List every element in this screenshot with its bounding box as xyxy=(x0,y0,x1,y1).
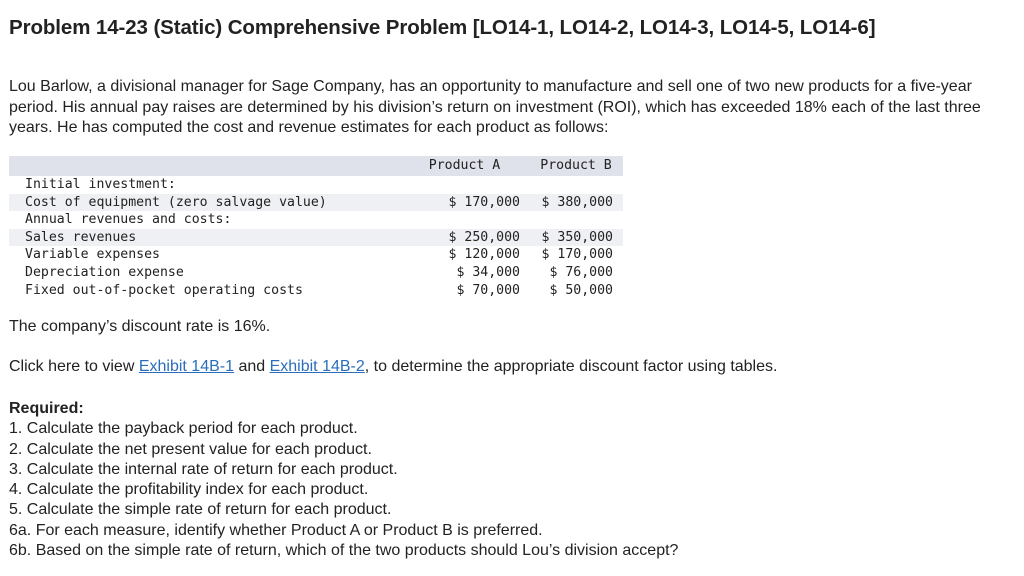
exhibit-suffix: , to determine the appropriate discount factor using tables. xyxy=(364,358,778,375)
row-value-b xyxy=(529,211,623,229)
table-row xyxy=(9,194,623,212)
required-item: 4. Calculate the profitability index for each product. xyxy=(9,481,369,499)
table-row xyxy=(9,176,623,194)
exhibit-links-line xyxy=(9,358,777,376)
problem-title: Problem 14-23 (Static) Comprehensive Problem [LO14-1, LO14-2, LO14-3, LO14-5, LO14-6] xyxy=(9,16,876,39)
intro-paragraph: Lou Barlow, a divisional manager for Sage Company, has an opportunity to manufacture and sell one of two new products for a five-year period. His annual pay raises are determined by his division’s return on investment (ROI), which has exceeded 18% each of the last three years. He has computed the cost and revenue estimates for each product as follows: xyxy=(9,78,981,136)
row-label: Cost of equipment (zero salvage value) xyxy=(9,194,400,212)
required-heading: Required: xyxy=(9,400,84,417)
row-value-b: $ 50,000 xyxy=(549,282,613,298)
row-label: Annual revenues and costs: xyxy=(25,212,232,228)
header-product-b: Product B xyxy=(529,156,623,176)
required-item: 3. Calculate the internal rate of return for each product. xyxy=(9,460,398,478)
exhibit-middle: and xyxy=(234,358,270,375)
header-label xyxy=(9,156,400,176)
row-value-b: $ 380,000 xyxy=(529,194,623,212)
required-item: 6b. Based on the simple rate of return, which of the two products should Lou’s division accept? xyxy=(9,542,679,560)
required-section xyxy=(9,399,678,561)
row-value-b: $ 76,000 xyxy=(549,264,613,280)
exhibit-14b-1-link[interactable]: Exhibit 14B-1 xyxy=(138,358,234,375)
table-row xyxy=(9,282,623,300)
required-item: 1. Calculate the payback period for each product. xyxy=(9,420,358,438)
cost-revenue-table xyxy=(9,156,623,299)
row-label: Variable expenses xyxy=(25,247,160,263)
required-list xyxy=(9,419,678,561)
row-label: Initial investment: xyxy=(25,177,176,192)
table-header-row xyxy=(9,156,623,176)
row-value-a: $ 250,000 xyxy=(400,229,529,247)
row-value-a: $ 34,000 xyxy=(456,264,520,280)
table-row xyxy=(9,229,623,247)
row-value-a: $ 170,000 xyxy=(400,194,529,212)
exhibit-prefix: Click here to view xyxy=(9,358,139,375)
row-label: Depreciation expense xyxy=(25,264,184,280)
header-product-a: Product A xyxy=(400,156,529,176)
table-row xyxy=(9,246,623,264)
required-item: 2. Calculate the net present value for each product. xyxy=(9,440,372,458)
required-item: 6a. For each measure, identify whether Product A or Product B is preferred. xyxy=(9,521,543,539)
problem-intro xyxy=(9,77,1021,139)
row-label: Fixed out-of-pocket operating costs xyxy=(25,282,303,298)
exhibit-14b-2-link[interactable]: Exhibit 14B-2 xyxy=(269,358,365,375)
table-row xyxy=(9,211,623,229)
row-value-b: $ 350,000 xyxy=(529,229,623,247)
discount-rate-text: The company’s discount rate is 16%. xyxy=(9,318,271,335)
row-value-b xyxy=(529,176,623,194)
row-value-a xyxy=(400,211,529,229)
row-value-a xyxy=(400,176,529,194)
required-item: 5. Calculate the simple rate of return for each product. xyxy=(9,501,392,519)
row-value-a: $ 120,000 xyxy=(448,247,520,263)
table-row xyxy=(9,264,623,282)
row-value-b: $ 170,000 xyxy=(541,247,613,263)
row-value-a: $ 70,000 xyxy=(456,282,520,298)
row-label: Sales revenues xyxy=(9,229,400,247)
